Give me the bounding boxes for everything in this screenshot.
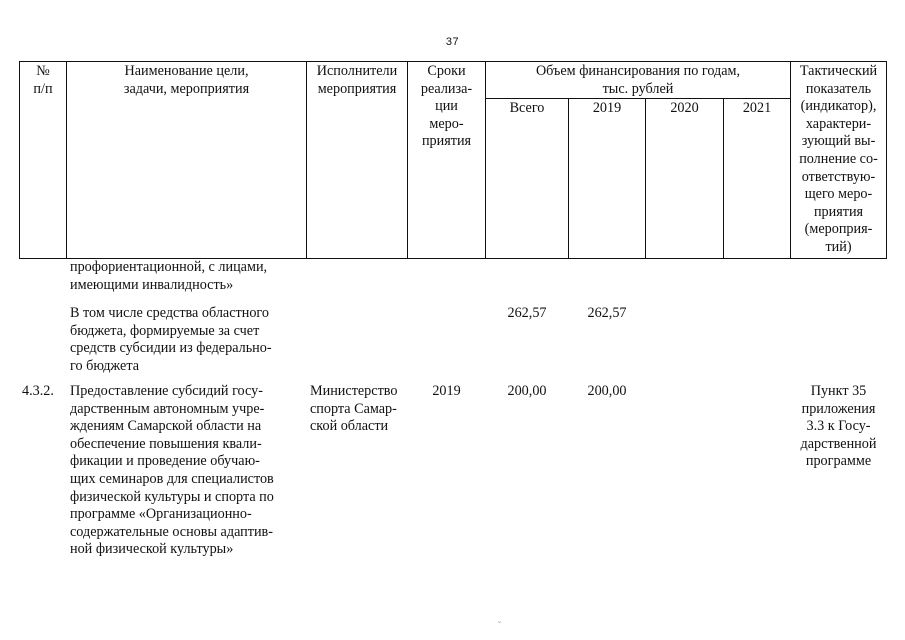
header-executors: Исполнители мероприятия <box>316 63 398 97</box>
header-2019: 2019 <box>592 100 622 116</box>
header-2021: 2021 <box>742 100 772 116</box>
col-border-6 <box>645 98 646 259</box>
col-border-right <box>886 61 887 259</box>
header-indicator: Тактический показатель (индикатор), характери- зующий вы- полнение со- ответствую- щего меро- приятия (мероприя- тий) <box>799 63 878 255</box>
page-number: 37 <box>445 36 460 48</box>
header-2020: 2020 <box>670 100 699 116</box>
row-number: 4.3.2. <box>22 383 54 399</box>
col-border-7 <box>723 98 724 259</box>
header-top-border <box>19 61 887 62</box>
federal-row-total: 262,57 <box>507 305 547 321</box>
row-total: 200,00 <box>507 383 547 399</box>
header-name: Наименование цели, задачи, мероприятия <box>123 63 250 97</box>
federal-row-2019: 262,57 <box>587 305 627 321</box>
continuation-name: профориентационной, с лицами, имеющими инвалидность» <box>70 259 268 293</box>
scan-speck: ˘ <box>498 620 501 630</box>
header-terms: Сроки реализа- ции меро- приятия <box>420 63 473 150</box>
row-term: 2019 <box>432 383 461 399</box>
row-name: Предоставление субсидий госу- дарственным автономным учре- ждениям Самарской области на обеспечение повышения квали- фикации и проведение обучаю- щих семинаров для специалистов физической культуры и спорта по программе «Организационно- содержательные основы адаптив- ной физической культуры» <box>70 383 274 558</box>
row-indicator: Пункт 35 приложения 3.3 к Госу- дарственной программе <box>800 383 877 470</box>
header-funding: Объем финансирования по годам, тыс. рублей <box>535 63 741 97</box>
header-num: № п/п <box>33 63 53 97</box>
federal-row-name: В том числе средства областного бюджета, формируемые за счет средств субсидии из федерально- го бюджета <box>70 305 272 374</box>
row-2019: 200,00 <box>587 383 627 399</box>
header-total: Всего <box>509 100 545 116</box>
row-executor: Министерство спорта Самар- ской области <box>310 383 398 435</box>
col-border-5 <box>568 98 569 259</box>
